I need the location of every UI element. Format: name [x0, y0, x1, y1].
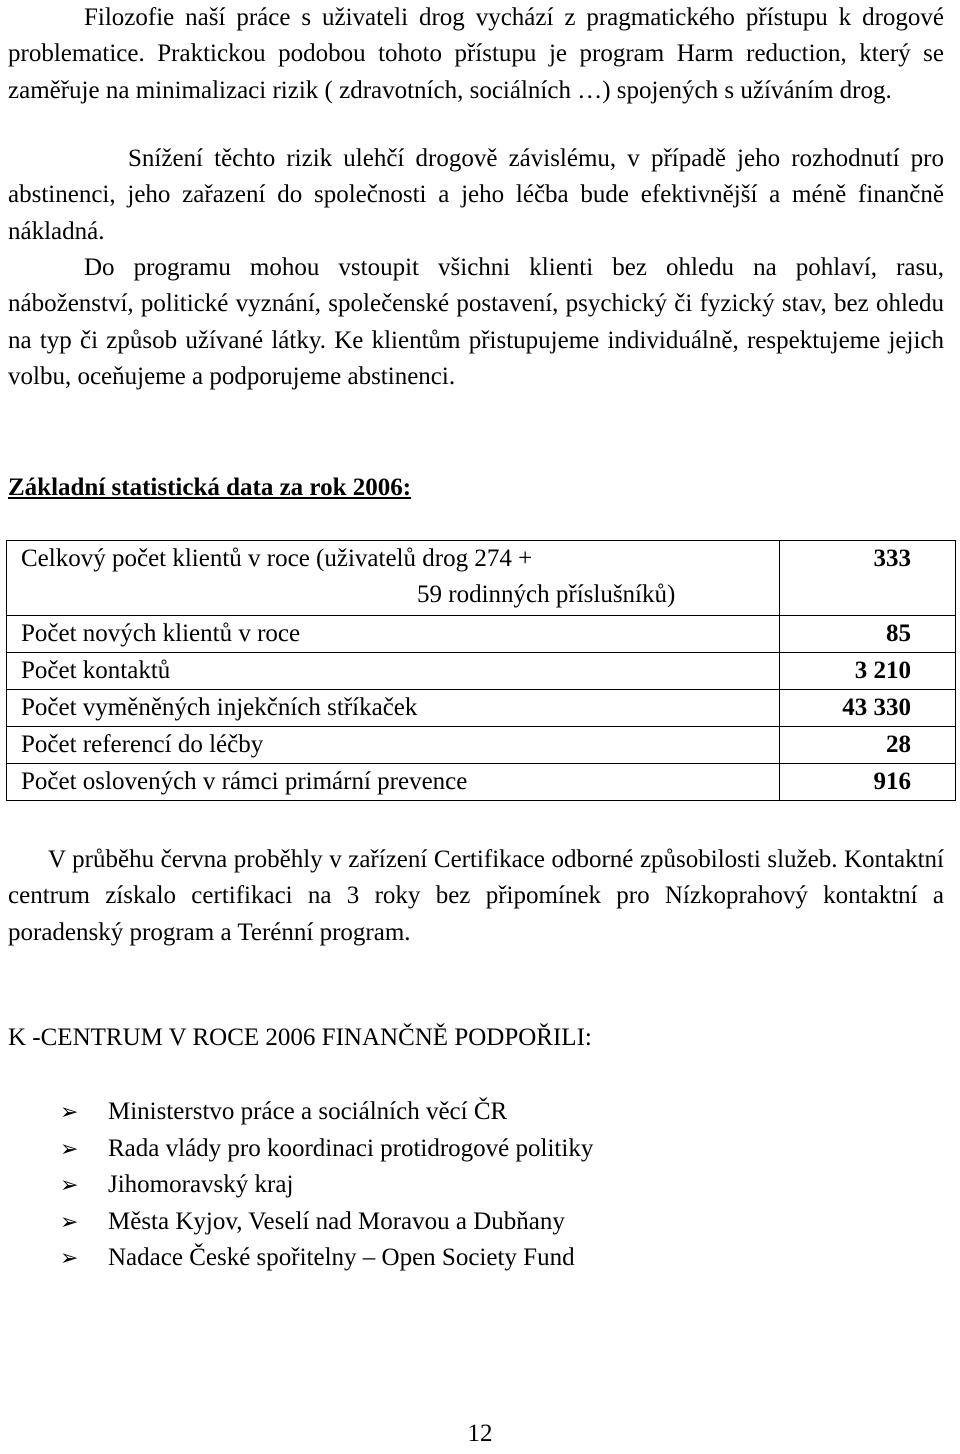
- paragraph-certification: V průběhu června proběhly v zařízení Certifikace odborné způsobilosti služeb. Kontaktní centrum získalo certifikaci na 3 roky bez připomínek pro Nízkoprahový kontaktní a poradenský program a Terénní program.: [8, 846, 944, 946]
- list-item: ➢ Rada vlády pro koordinaci protidrogové politiky: [60, 1131, 593, 1168]
- stats-label-line1: Celkový počet klientů v roce (uživatelů drog 274 +: [21, 545, 533, 572]
- table-row: [7, 541, 956, 616]
- table-row: [7, 727, 956, 764]
- stats-label: Počet nových klientů v roce: [7, 616, 780, 653]
- arrowhead-bullet-icon: ➢: [60, 1209, 79, 1235]
- paragraph-philosophy: Filozofie naší práce s uživateli drog vychází z pragmatického přístupu k drogové problematice. Praktickou podobou tohoto přístupu je program Harm reduction, který se zaměřuje na minimalizaci rizik ( zdravotních, sociálních …) spojených s užíváním drog.: [8, 4, 944, 104]
- arrowhead-bullet-icon: ➢: [60, 1100, 79, 1125]
- list-item: ➢ Jihomoravský kraj: [60, 1167, 593, 1204]
- stats-heading: Základní statistická data za rok 2006:: [8, 474, 412, 501]
- list-item: ➢ Ministerstvo práce a sociálních věcí ČR: [60, 1094, 593, 1131]
- stats-value: 28: [780, 727, 956, 764]
- table-row: [7, 690, 956, 727]
- table-row: [7, 616, 956, 653]
- stats-value: 333: [780, 541, 956, 616]
- sponsors-title: K -CENTRUM V ROCE 2006 FINANČNĚ PODPOŘILI:: [8, 1024, 592, 1051]
- stats-value: 43 330: [780, 690, 956, 727]
- stats-label: [7, 541, 780, 616]
- stats-label: Počet referencí do léčby: [7, 727, 780, 764]
- stats-label: Počet oslovených v rámci primární prevence: [7, 764, 780, 801]
- stats-label: Počet vyměněných injekčních stříkaček: [7, 690, 780, 727]
- paragraph-risk-reduction: Snížení těchto rizik ulehčí drogově závislému, v případě jeho rozhodnutí pro abstinenci, jeho zařazení do společnosti a jeho léčba bude efektivnější a méně finančně nákladná.: [8, 145, 944, 245]
- stats-value: 85: [780, 616, 956, 653]
- stats-table: [6, 540, 956, 801]
- stats-label-line2: 59 rodinných příslušníků): [417, 581, 676, 608]
- table-row: [7, 653, 956, 690]
- arrowhead-bullet-icon: ➢: [60, 1173, 79, 1198]
- list-item: ➢ Nadace České spořitelny – Open Society Fund: [60, 1240, 593, 1277]
- stats-value: 916: [780, 764, 956, 801]
- stats-value: 3 210: [780, 653, 956, 690]
- sponsors-list: [60, 1094, 593, 1277]
- table-row: [7, 764, 956, 801]
- paragraph-program-entry: Do programu mohou vstoupit všichni klienti bez ohledu na pohlaví, rasu, náboženství, politické vyznání, společenské postavení, psychický či fyzický stav, bez ohledu na typ či způsob užívané látky. Ke klientům přistupujeme individuálně, respektujeme jejich volbu, oceňujeme a podporujeme abstinenci.: [8, 254, 944, 390]
- stats-label: Počet kontaktů: [7, 653, 780, 690]
- list-item: ➢ Města Kyjov, Veselí nad Moravou a Dubňany: [60, 1204, 593, 1241]
- arrowhead-bullet-icon: ➢: [60, 1136, 79, 1162]
- page-number: 12: [467, 1420, 493, 1447]
- arrowhead-bullet-icon: ➢: [60, 1246, 79, 1271]
